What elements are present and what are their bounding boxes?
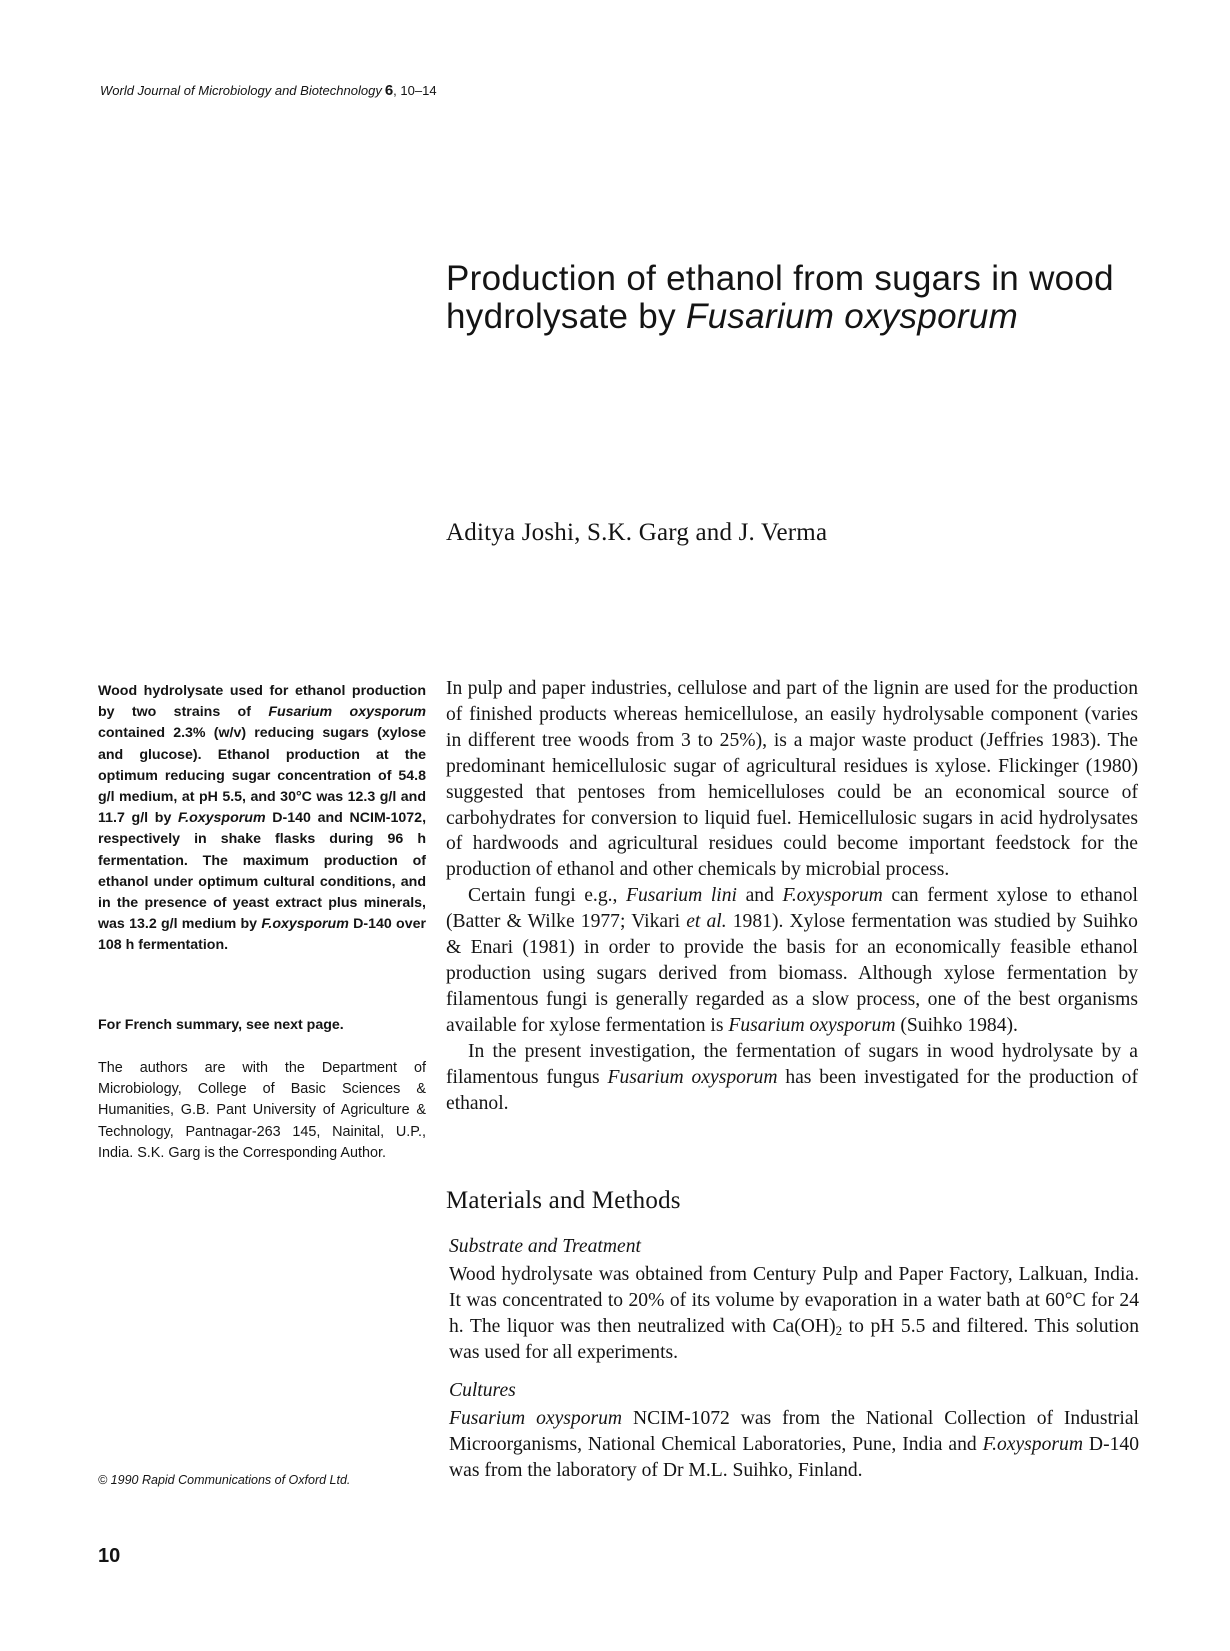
journal-pages: , 10–14	[393, 83, 437, 98]
species-name: Fusarium oxysporum	[449, 1408, 623, 1429]
text-run: NCIM-1072 was from the National Collection of Industrial Microorganisms, National Chemical Laboratories, Pune, India and	[449, 1408, 1139, 1455]
species-name: Fusarium lini	[626, 885, 737, 907]
citation-etal: et al.	[686, 911, 727, 933]
subscript: 2	[835, 1322, 843, 1338]
subsection-heading: Substrate and Treatment	[449, 1236, 641, 1257]
intro-paragraph-3	[446, 1039, 1138, 1117]
species-name: Fusarium oxysporum	[607, 1066, 778, 1088]
journal-name: World Journal of Microbiology and Biotechnology	[100, 83, 382, 98]
text-run: has been investigated for the production of ethanol.	[446, 1066, 1138, 1114]
french-summary-note: For French summary, see next page.	[98, 1017, 344, 1033]
running-head	[100, 82, 437, 99]
text-run: Wood hydrolysate was obtained from Century Pulp and Paper Factory, Lalkuan, India. It was concentrated to 20% of its volume by evaporation in a water bath at 60°C for 24 h. The liquor was then neutralized with Ca(OH)	[449, 1264, 1139, 1337]
intro-paragraph-1: In pulp and paper industries, cellulose and part of the lignin are used for the production of finished products whereas hemicellulose, an easily hydrolysable component (varies in different tree woods from 3 to 25%), is a major waste product (Jeffries 1983). The predominant hemicellulosic sugar of agricultural residues is xylose. Flickinger (1980) suggested that pentoses from hemicelluloses could be an economical source of carbohydrates for conversion to liquid fuel. Hemicellulosic sugars in acid hydrolysates of hardwoods and agricultural residues could become important feedstock for the production of ethanol and other chemicals by microbial process.	[446, 678, 1138, 881]
paper-title	[446, 260, 1146, 336]
abstract-species: F.oxysporum	[261, 916, 349, 933]
species-name: F.oxysporum	[982, 1433, 1083, 1455]
cultures-paragraph	[449, 1406, 1139, 1484]
substrate-paragraph	[449, 1262, 1139, 1366]
title-species: Fusarium oxysporum	[685, 297, 1019, 336]
abstract-species: Fusarium oxysporum	[268, 704, 426, 721]
page-number: 10	[98, 1545, 121, 1567]
text-run: 1981). Xylose fermentation was studied by Suihko & Enari (1981) in order to provide the basis for an economically feasible ethanol production using sugars derived from biomass. Although xylose fermentation by filamentous fungi is generally regarded as a slow process, one of the best organisms available for xylose fermentation is	[446, 911, 1138, 1036]
introduction-body	[446, 676, 1138, 1116]
title-text: Production of ethanol from sugars in wood hydrolysate by	[446, 259, 1114, 336]
section-heading: Materials and Methods	[446, 1187, 681, 1214]
abstract-text: D-140 and NCIM-1072, respectively in shake flasks during 96 h fermentation. The maximum production of ethanol under optimum cultural conditions, and in the presence of yeast extract plus minerals, was 13.2 g/l medium by	[98, 810, 427, 933]
text-run: and	[736, 885, 783, 907]
abstract-text: contained 2.3% (w/v) reducing sugars (xylose and glucose). Ethanol production at the optimum reducing sugar concentration of 54.8 g/l medium, at pH 5.5, and 30°C was 12.3 g/l and 11.7 g/l by	[98, 725, 426, 827]
journal-volume: 6	[384, 82, 394, 99]
abstract-species: F.oxysporum	[178, 810, 266, 827]
subsection-heading: Cultures	[449, 1380, 516, 1401]
text-run: can ferment xylose to ethanol (Batter & Wilke 1977; Vikari	[446, 885, 1138, 933]
species-name: Fusarium oxysporum	[728, 1014, 896, 1036]
author-list: Aditya Joshi, S.K. Garg and J. Verma	[446, 519, 828, 546]
author-affiliation: The authors are with the Department of Microbiology, College of Basic Sciences & Humanities, G.B. Pant University of Agriculture & Technology, Pantnagar-263 145, Nainital, U.P., India. S.K. Garg is the Corresponding Author.	[98, 1060, 426, 1161]
copyright-notice: © 1990 Rapid Communications of Oxford Ltd.	[98, 1473, 351, 1487]
text-run: D-140 was from the laboratory of Dr M.L. Suihko, Finland.	[449, 1433, 1139, 1481]
text-run: (Suihko 1984).	[895, 1014, 1018, 1036]
text-run: In the present investigation, the fermentation of sugars in wood hydrolysate by a filamentous fungus	[446, 1040, 1138, 1088]
text-run: Certain fungi e.g.,	[468, 885, 627, 907]
text-run: to pH 5.5 and filtered. This solution was used for all experiments.	[449, 1315, 1139, 1363]
abstract-text: D-140 over 108 h fermentation.	[98, 916, 427, 954]
intro-paragraph-2	[446, 883, 1138, 1038]
abstract	[98, 681, 426, 957]
species-name: F.oxysporum	[782, 885, 883, 907]
abstract-text: Wood hydrolysate used for ethanol production by two strains of	[98, 683, 426, 721]
